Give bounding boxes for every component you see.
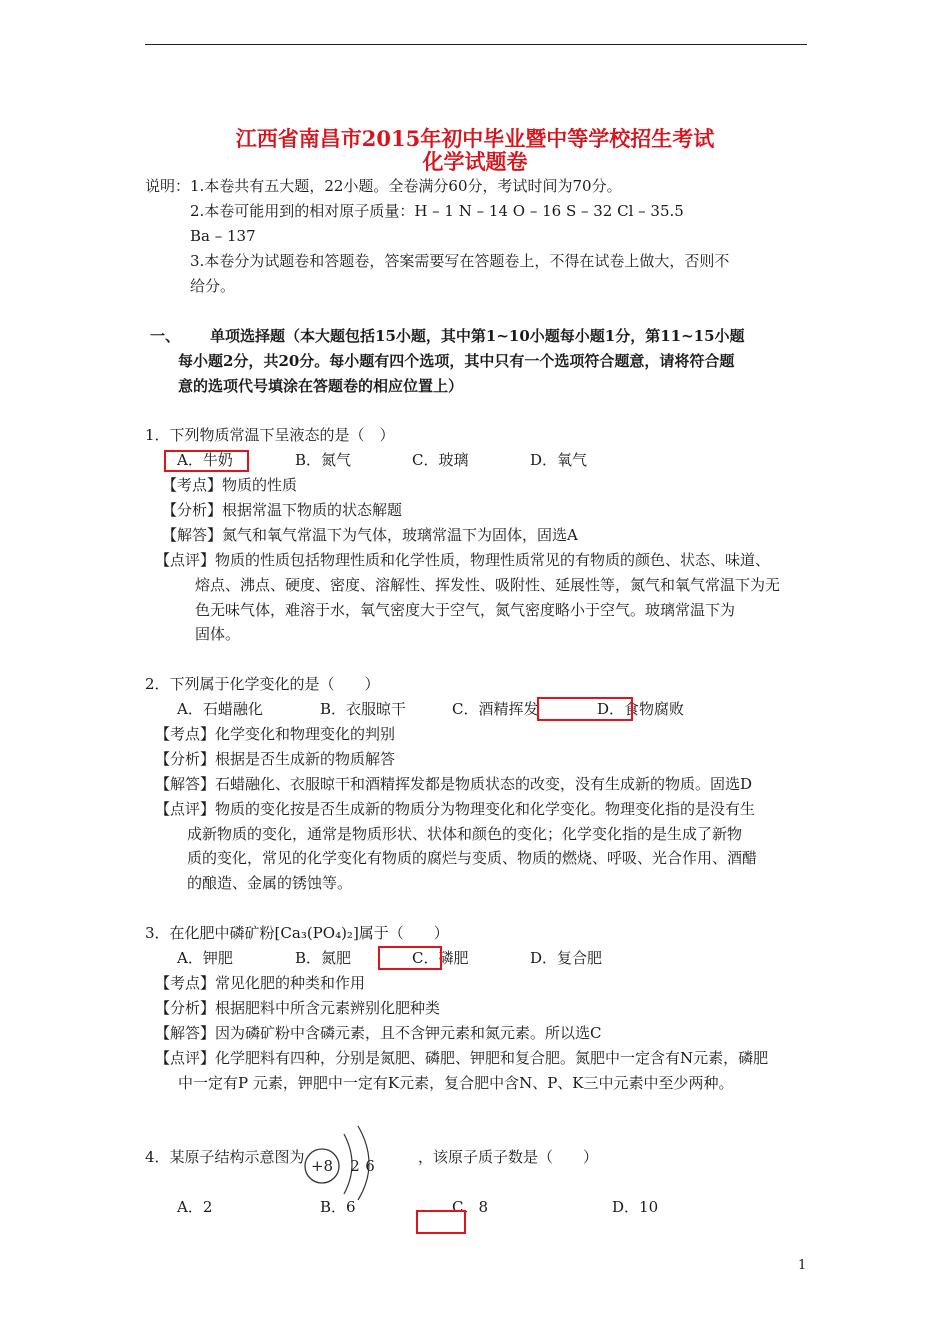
section-heading-2: 每小题2分，共20分。每小题有四个选项，其中只有一个选项符合题意，请将符合题: [178, 352, 735, 370]
instruction-2-cont: Ba – 137: [190, 227, 256, 245]
q3-option-a: A．钾肥: [177, 949, 233, 967]
q4-option-c: C．8: [452, 1198, 489, 1216]
q1-option-c: C．玻璃: [412, 451, 469, 469]
q2-fenxi: 【分析】根据是否生成新的物质解答: [155, 750, 396, 768]
section-heading-1: 单项选择题（本大题包括15小题，其中第1~10小题每小题1分，第11~15小题: [210, 327, 745, 345]
q1-dianping-3: 色无味气体，难溶于水，氧气密度大于空气，氮气密度略小于空气。玻璃常温下为: [195, 601, 736, 619]
q4-option-b: B．6: [320, 1198, 356, 1216]
instruction-3: 3.本卷分为试题卷和答题卷，答案需要写在答题卷上，不得在试卷上做大，否则不: [190, 252, 730, 270]
nucleus-charge: +8: [310, 1157, 334, 1175]
q2-kaodian: 【考点】化学变化和物理变化的判别: [155, 725, 396, 743]
q4-stem-a: 4．某原子结构示意图为: [145, 1148, 305, 1166]
q2-option-b: B．衣服晾干: [320, 700, 407, 718]
q1-jieda: 【解答】氮气和氧气常温下为气体，玻璃常温下为固体，固选A: [162, 526, 578, 544]
q4-option-a: A．2: [177, 1198, 213, 1216]
q3-answer-box: [378, 946, 442, 970]
q1-kaodian: 【考点】物质的性质: [162, 476, 298, 494]
q2-option-c: C．酒精挥发: [452, 700, 539, 718]
q2-stem: 2．下列属于化学变化的是（ ）: [145, 675, 380, 693]
q1-answer-box: [164, 450, 249, 472]
q2-answer-box: [537, 697, 633, 721]
q1-dianping-2: 熔点、沸点、硬度、密度、溶解性、挥发性、吸附性、延展性等，氮气和氧气常温下为无: [195, 576, 781, 594]
section-number: 一、: [150, 327, 181, 345]
q4-stem-b: ，该原子质子数是（ ）: [418, 1148, 599, 1166]
q2-jieda: 【解答】石蜡融化、衣服晾干和酒精挥发都是物质状态的改变，没有生成新的物质。固选D: [155, 775, 753, 793]
exam-title: 江西省南昌市2015年初中毕业暨中等学校招生考试: [235, 126, 715, 151]
q1-stem: 1．下列物质常温下呈液态的是（ ）: [145, 426, 395, 444]
q2-option-d: D．食物腐败: [597, 700, 685, 718]
page-number: 1: [798, 1258, 807, 1273]
q2-option-a: A．石蜡融化: [177, 700, 263, 718]
q1-option-a: A．牛奶: [177, 451, 233, 469]
instruction-2: 2.本卷可能用到的相对原子质量：H – 1 N – 14 O – 16 S – 32 Cl – 35.5: [190, 202, 684, 220]
shell-2-electrons: 6: [365, 1157, 375, 1175]
instruction-1: 说明：1.本卷共有五大题，22小题。全卷满分60分，考试时间为70分。: [145, 177, 622, 195]
q2-dianping-2: 成新物质的变化，通常是物质形状、状体和颜色的变化；化学变化指的是生成了新物: [187, 825, 743, 843]
q3-dianping-2: 中一定有P 元素，钾肥中一定有K元素，复合肥中含N、P、K三中元素中至少两种。: [178, 1074, 734, 1092]
q1-dianping-1: 【点评】物质的性质包括物理性质和化学性质，物理性质常见的有物质的颜色、状态、味道、: [155, 551, 771, 569]
section-heading-3: 意的选项代号填涂在答题卷的相应位置上）: [178, 377, 464, 395]
q1-dianping-4: 固体。: [195, 625, 241, 643]
atom-structure-diagram: [300, 1120, 395, 1200]
q3-kaodian: 【考点】常见化肥的种类和作用: [155, 974, 366, 992]
q3-option-b: B．氮肥: [295, 949, 352, 967]
q3-option-c: C．磷肥: [412, 949, 469, 967]
q1-option-d: D．氧气: [530, 451, 588, 469]
q1-option-b: B．氮气: [295, 451, 352, 469]
q3-stem: 3．在化肥中磷矿粉[Ca₃(PO₄)₂]属于（ ）: [145, 924, 449, 942]
q1-fenxi: 【分析】根据常温下物质的状态解题: [162, 501, 403, 519]
q2-dianping-3: 质的变化，常见的化学变化有物质的腐烂与变质、物质的燃烧、呼吸、光合作用、酒醋: [187, 849, 758, 867]
shell-1-electrons: 2: [350, 1157, 360, 1175]
q2-dianping-1: 【点评】物质的变化按是否生成新的物质分为物理变化和化学变化。物理变化指的是没有生: [155, 800, 756, 818]
q4-answer-box: [416, 1210, 466, 1234]
q3-option-d: D．复合肥: [530, 949, 603, 967]
q3-dianping-1: 【点评】化学肥料有四种，分别是氮肥、磷肥、钾肥和复合肥。氮肥中一定含有N元素，磷肥: [155, 1049, 769, 1067]
q4-option-d: D．10: [612, 1198, 659, 1216]
header-rule: [145, 44, 807, 45]
q2-dianping-4: 的酿造、金属的锈蚀等。: [187, 874, 353, 892]
atom-structure-svg: [300, 1120, 395, 1200]
exam-subtitle: 化学试题卷: [422, 149, 528, 174]
q3-jieda: 【解答】因为磷矿粉中含磷元素，且不含钾元素和氮元素。所以选C: [155, 1024, 602, 1042]
q3-fenxi: 【分析】根据肥料中所含元素辨别化肥种类: [155, 999, 441, 1017]
instruction-3-cont: 给分。: [190, 277, 236, 295]
